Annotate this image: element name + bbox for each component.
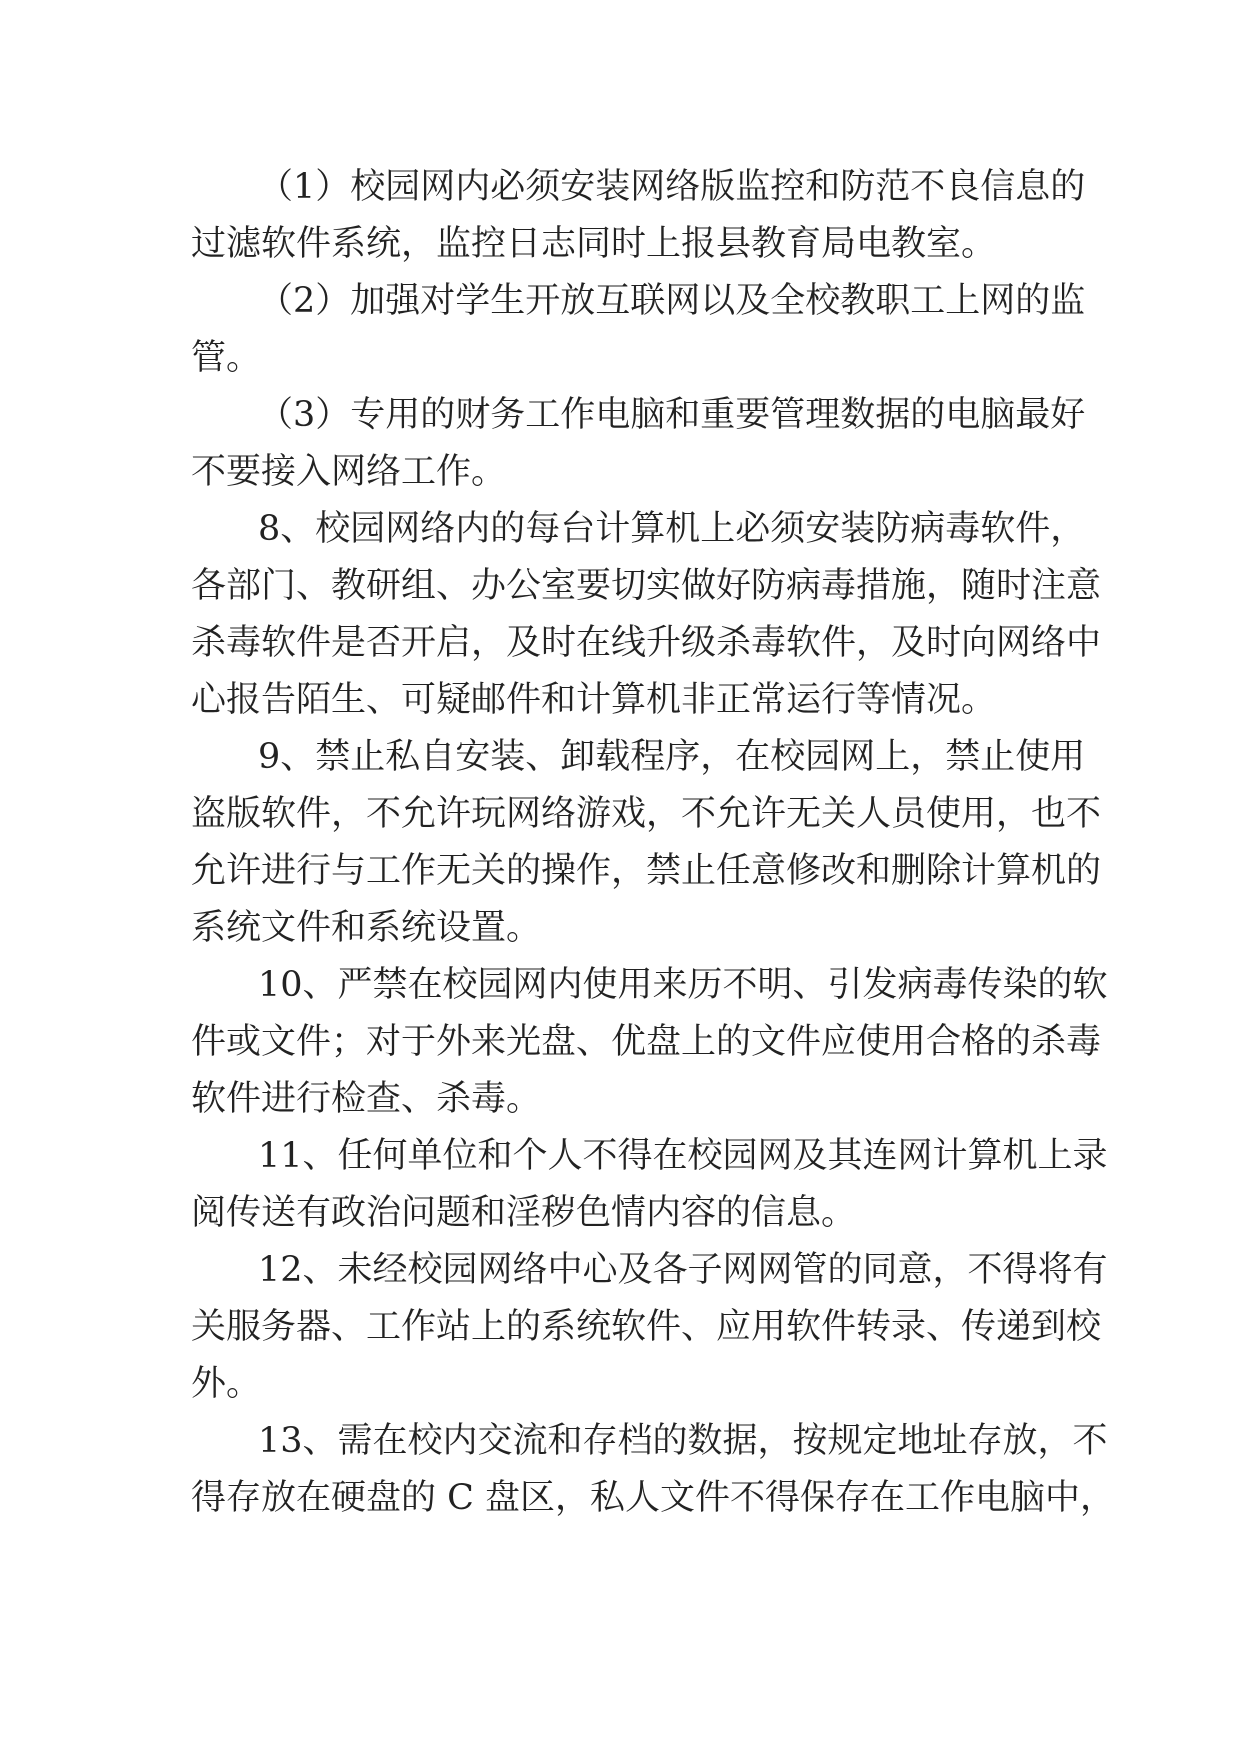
- paragraph-9-line-2: 盗版软件，不允许玩网络游戏，不允许无关人员使用，也不: [191, 794, 1102, 834]
- paragraph-3-line-1: （3）专用的财务工作电脑和重要管理数据的电脑最好: [258, 395, 1086, 435]
- paragraph-13-line-2: 得存放在硬盘的 C 盘区，私人文件不得保存在工作电脑中，: [191, 1478, 1116, 1518]
- paragraph-12-line-2: 关服务器、工作站上的系统软件、应用软件转录、传递到校: [191, 1307, 1102, 1347]
- paragraph-10-line-3: 软件进行检查、杀毒。: [191, 1079, 542, 1119]
- paragraph-11-line-2: 阅传送有政治问题和淫秽色情内容的信息。: [191, 1193, 857, 1233]
- paragraph-11-line-1: 11、任何单位和个人不得在校园网及其连网计算机上录: [258, 1136, 1108, 1176]
- paragraph-1-line-2: 过滤软件系统，监控日志同时上报县教育局电教室。: [191, 224, 997, 264]
- paragraph-3-line-2: 不要接入网络工作。: [191, 452, 507, 492]
- paragraph-8-line-3: 杀毒软件是否开启，及时在线升级杀毒软件，及时向网络中: [191, 623, 1102, 663]
- paragraph-10-line-2: 件或文件；对于外来光盘、优盘上的文件应使用合格的杀毒: [191, 1022, 1102, 1062]
- paragraph-8-line-4: 心报告陌生、可疑邮件和计算机非正常运行等情况。: [191, 680, 997, 720]
- paragraph-10-line-1: 10、严禁在校园网内使用来历不明、引发病毒传染的软: [258, 965, 1108, 1005]
- paragraph-8-line-1: 8、校园网络内的每台计算机上必须安装防病毒软件，: [258, 509, 1086, 549]
- paragraph-8-line-2: 各部门、教研组、办公室要切实做好防病毒措施，随时注意: [191, 566, 1102, 606]
- paragraph-9-line-1: 9、禁止私自安装、卸载程序，在校园网上，禁止使用: [258, 737, 1086, 777]
- paragraph-2-line-1: （2）加强对学生开放互联网以及全校教职工上网的监: [258, 281, 1086, 321]
- paragraph-1-line-1: （1）校园网内必须安装网络版监控和防范不良信息的: [258, 167, 1086, 207]
- paragraph-9-line-3: 允许进行与工作无关的操作，禁止任意修改和删除计算机的: [191, 851, 1102, 891]
- paragraph-12-line-1: 12、未经校园网络中心及各子网网管的同意，不得将有: [258, 1250, 1108, 1290]
- paragraph-9-line-4: 系统文件和系统设置。: [191, 908, 542, 948]
- paragraph-2-line-2: 管。: [191, 338, 262, 378]
- paragraph-13-line-1: 13、需在校内交流和存档的数据，按规定地址存放，不: [258, 1421, 1108, 1461]
- paragraph-12-line-3: 外。: [191, 1364, 262, 1404]
